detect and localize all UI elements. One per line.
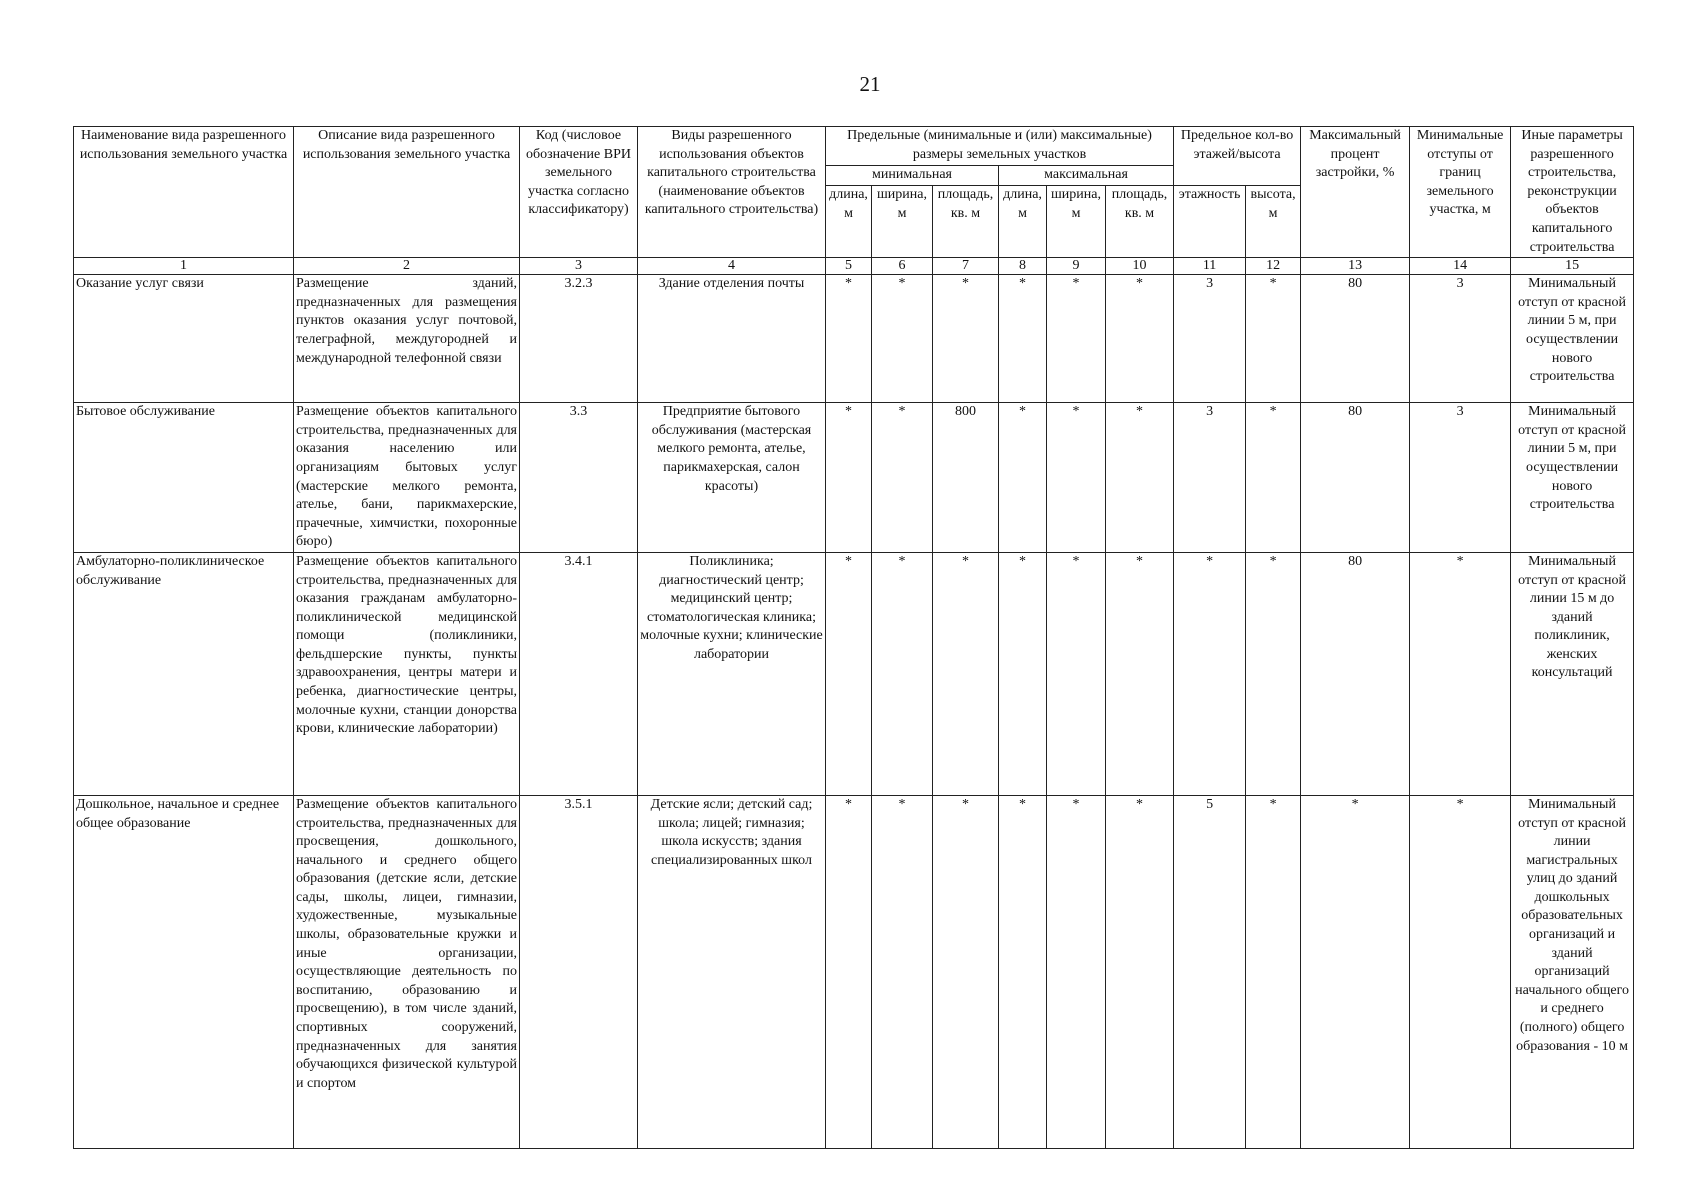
column-number: 10	[1106, 258, 1174, 275]
row-min-area: 800	[933, 403, 999, 553]
row-max-length: *	[999, 275, 1047, 403]
header-min-area: площадь, кв. м	[933, 186, 999, 258]
header-description: Описание вида разрешенного использования земельного участка	[294, 127, 520, 258]
row-objects: Предприятие бытового обслуживания (мастерская мелкого ремонта, ателье, парикмахерская, салон красоты)	[638, 403, 826, 553]
header-height: высота, м	[1246, 186, 1301, 258]
table-row	[74, 275, 1634, 403]
row-objects: Здание отделения почты	[638, 275, 826, 403]
row-name: Дошкольное, начальное и среднее общее образование	[74, 795, 294, 1148]
row-min-area: *	[933, 275, 999, 403]
row-name: Бытовое обслуживание	[74, 403, 294, 553]
row-max-width: *	[1047, 275, 1106, 403]
column-number: 3	[520, 258, 638, 275]
row-description: Размещение объектов капитального строительства, предназначенных для оказания гражданам амбулаторно-поликлинической медицинской помощи (поликлиники, фельдшерские пункты, пункты здравоохранения, центры матери и ребенка, диагностические центры, молочные кухни, станции донорства крови, клинические лаборатории)	[294, 552, 520, 795]
row-floors: 3	[1174, 403, 1246, 553]
row-description: Размещение объектов капитального строительства, предназначенных для оказания населению или организациям бытовых услуг (мастерские мелкого ремонта, ателье, бани, парикмахерские, прачечные, химчистки, похоронные бюро)	[294, 403, 520, 553]
table-header	[74, 127, 1634, 275]
table-row	[74, 403, 1634, 553]
header-min-length: длина, м	[826, 186, 872, 258]
column-number: 4	[638, 258, 826, 275]
table-row	[74, 552, 1634, 795]
row-other-params: Минимальный отступ от красной линии 15 м до зданий поликлиник, женских консультаций	[1511, 552, 1634, 795]
row-max-area: *	[1106, 552, 1174, 795]
row-min-setback: *	[1410, 795, 1511, 1148]
row-height: *	[1246, 552, 1301, 795]
row-min-length: *	[826, 275, 872, 403]
column-number: 12	[1246, 258, 1301, 275]
header-code: Код (числовое обозначение ВРИ земельного участка согласно классификатору)	[520, 127, 638, 258]
header-max-area: площадь, кв. м	[1106, 186, 1174, 258]
row-min-setback: *	[1410, 552, 1511, 795]
row-max-length: *	[999, 552, 1047, 795]
table-row	[74, 795, 1634, 1148]
row-min-width: *	[872, 275, 933, 403]
row-max-length: *	[999, 795, 1047, 1148]
column-number: 8	[999, 258, 1047, 275]
regulations-table	[73, 126, 1634, 1149]
page-number: 21	[859, 72, 881, 96]
row-max-coverage: 80	[1301, 403, 1410, 553]
row-max-coverage: 80	[1301, 552, 1410, 795]
column-number: 7	[933, 258, 999, 275]
header-min-width: ширина, м	[872, 186, 933, 258]
column-number: 9	[1047, 258, 1106, 275]
row-floors: 5	[1174, 795, 1246, 1148]
header-min-group: минимальная	[826, 166, 999, 186]
header-max-coverage: Максимальный процент застройки, %	[1301, 127, 1410, 258]
row-min-width: *	[872, 795, 933, 1148]
row-other-params: Минимальный отступ от красной линии 5 м, при осуществлении нового строительства	[1511, 275, 1634, 403]
column-number: 2	[294, 258, 520, 275]
row-code: 3.5.1	[520, 795, 638, 1148]
column-number: 13	[1301, 258, 1410, 275]
row-code: 3.4.1	[520, 552, 638, 795]
row-max-area: *	[1106, 275, 1174, 403]
row-max-coverage: *	[1301, 795, 1410, 1148]
header-max-length: длина, м	[999, 186, 1047, 258]
row-max-area: *	[1106, 795, 1174, 1148]
row-min-length: *	[826, 795, 872, 1148]
row-max-area: *	[1106, 403, 1174, 553]
row-min-width: *	[872, 403, 933, 553]
header-max-group: максимальная	[999, 166, 1174, 186]
row-code: 3.3	[520, 403, 638, 553]
header-name: Наименование вида разрешенного использования земельного участка	[74, 127, 294, 258]
row-height: *	[1246, 795, 1301, 1148]
column-numbers-row	[74, 258, 1634, 275]
row-min-length: *	[826, 552, 872, 795]
column-number: 11	[1174, 258, 1246, 275]
row-height: *	[1246, 403, 1301, 553]
table-body	[74, 275, 1634, 1149]
header-floors: этажность	[1174, 186, 1246, 258]
row-other-params: Минимальный отступ от красной линии магистральных улиц до зданий дошкольных образовательных организаций и зданий организаций начального общего и среднего (полного) общего образования - 10 м	[1511, 795, 1634, 1148]
column-number: 6	[872, 258, 933, 275]
row-max-coverage: 80	[1301, 275, 1410, 403]
row-floors: *	[1174, 552, 1246, 795]
header-objects: Виды разрешенного использования объектов капитального строительства (наименование объектов капитального строительства)	[638, 127, 826, 258]
row-description: Размещение зданий, предназначенных для размещения пунктов оказания услуг почтовой, телеграфной, междугородней и международной телефонной связи	[294, 275, 520, 403]
row-objects: Поликлиника; диагностический центр; медицинский центр; стоматологическая клиника; молочные кухни; клинические лаборатории	[638, 552, 826, 795]
column-number: 14	[1410, 258, 1511, 275]
row-name: Оказание услуг связи	[74, 275, 294, 403]
row-floors: 3	[1174, 275, 1246, 403]
header-other-params: Иные параметры разрешенного строительства, реконструкции объектов капитального строительства	[1511, 127, 1634, 258]
row-min-setback: 3	[1410, 275, 1511, 403]
row-max-width: *	[1047, 403, 1106, 553]
row-max-width: *	[1047, 795, 1106, 1148]
row-min-width: *	[872, 552, 933, 795]
row-min-setback: 3	[1410, 403, 1511, 553]
header-max-width: ширина, м	[1047, 186, 1106, 258]
row-height: *	[1246, 275, 1301, 403]
header-plot-sizes: Предельные (минимальные и (или) максимальные) размеры земельных участков	[826, 127, 1174, 166]
row-name: Амбулаторно-поликлиническое обслуживание	[74, 552, 294, 795]
row-min-area: *	[933, 795, 999, 1148]
row-min-length: *	[826, 403, 872, 553]
column-number: 1	[74, 258, 294, 275]
row-max-width: *	[1047, 552, 1106, 795]
row-other-params: Минимальный отступ от красной линии 5 м, при осуществлении нового строительства	[1511, 403, 1634, 553]
column-number: 5	[826, 258, 872, 275]
row-max-length: *	[999, 403, 1047, 553]
column-number: 15	[1511, 258, 1634, 275]
header-min-setbacks: Минимальные отступы от границ земельного участка, м	[1410, 127, 1511, 258]
row-description: Размещение объектов капитального строительства, предназначенных для просвещения, дошкольного, начального и среднего общего образования (детские ясли, детские сады, школы, лицеи, гимназии, художественные, музыкальные школы, образовательные кружки и иные организации, осуществляющие деятельность по воспитанию, образованию и просвещению), в том числе зданий, спортивных сооружений, предназначенных для занятия обучающихся физической культурой и спортом	[294, 795, 520, 1148]
header-floors-height: Предельное кол-во этажей/высота	[1174, 127, 1301, 186]
row-objects: Детские ясли; детский сад; школа; лицей; гимназия; школа искусств; здания специализированных школ	[638, 795, 826, 1148]
row-min-area: *	[933, 552, 999, 795]
row-code: 3.2.3	[520, 275, 638, 403]
